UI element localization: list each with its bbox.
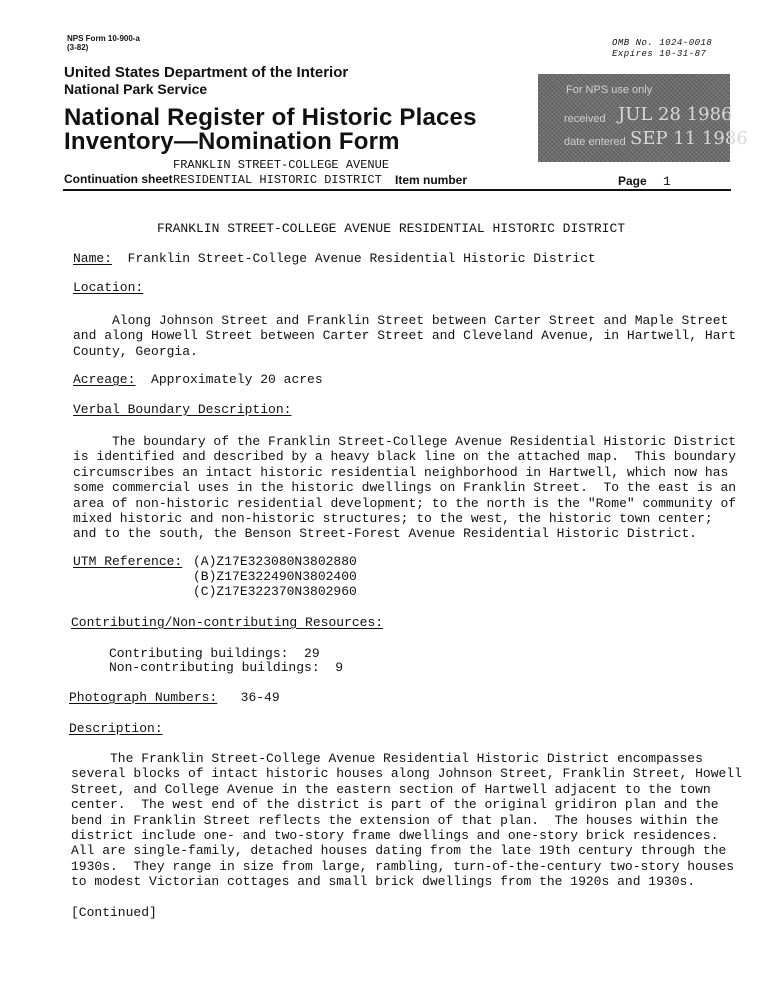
name-row [73, 251, 596, 266]
photo-label: Photograph Numbers: [69, 690, 218, 705]
district-line1: FRANKLIN STREET-COLLEGE AVENUE [173, 158, 390, 172]
boundary-text: The boundary of the Franklin Street-College Avenue Residential Historic District is identified and described by a heavy black line on the attached map. This boundary circumscribes an intact historic residential neighborhood in Hartwell, which now has some commercial uses in the historic dwellings on Franklin Street. To the east is an area of non-historic residential development; to the north is the "Rome" community of mixed historic and non-historic structures; to the west, the historic town center; and to the south, the Benson Street-Forest Avenue Residential Historic District. [73, 434, 737, 542]
utm-row-b [193, 569, 357, 584]
form-date: (3-82) [67, 43, 89, 52]
acreage-row [73, 372, 323, 387]
utm-row-a [193, 554, 357, 569]
form-number: NPS Form 10-900-a [67, 34, 140, 43]
utm-easting: E322490 [239, 569, 295, 584]
nps-received-stamp [538, 74, 748, 162]
name-value: Franklin Street-College Avenue Residential Historic District [127, 251, 596, 266]
utm-zone: Z17 [216, 554, 240, 569]
omb-expires: Expires 10-31-87 [612, 49, 707, 59]
utm-row-c [193, 584, 357, 599]
noncontributing-label: Non-contributing buildings: [109, 660, 320, 675]
photo-row [69, 690, 280, 705]
location-label: Location: [73, 280, 144, 295]
header-rule [63, 189, 731, 191]
continued-note: [Continued] [71, 905, 157, 920]
photo-value: 36-49 [240, 690, 280, 705]
location-text: Along Johnson Street and Franklin Street between Carter Street and Maple Street and along Howell Street between Carter Street and Cleveland Avenue, in Hartwell, Hart County, Georgia. [73, 313, 737, 359]
utm-letter: (C) [193, 584, 217, 599]
utm-label: UTM Reference: [73, 554, 183, 569]
continuation-sheet-label: Continuation sheet [64, 172, 173, 186]
acreage-value: Approximately 20 acres [151, 372, 323, 387]
department-name: United States Department of the Interior [64, 64, 349, 81]
form-title-line1: National Register of Historic Places [64, 104, 477, 131]
acreage-label: Acreage: [73, 372, 136, 387]
utm-easting: E322370 [239, 584, 295, 599]
item-number-label: Item number [395, 173, 468, 187]
service-name: National Park Service [64, 81, 208, 97]
district-line2: RESIDENTIAL HISTORIC DISTRICT [173, 173, 382, 187]
document-heading: FRANKLIN STREET-COLLEGE AVENUE RESIDENTIAL HISTORIC DISTRICT [157, 221, 626, 236]
utm-northing: N3802960 [294, 584, 357, 599]
name-label: Name: [73, 251, 113, 266]
utm-easting: E323080 [239, 554, 295, 569]
form-title-line2: Inventory—Nomination Form [64, 128, 400, 155]
utm-zone: Z17 [216, 584, 240, 599]
contributing-value: 29 [304, 646, 320, 661]
stamp-nps-use: For NPS use only [566, 84, 653, 96]
utm-letter: (B) [193, 569, 217, 584]
description-text: The Franklin Street-College Avenue Residential Historic District encompasses several blocks of intact historic houses along Johnson Street, Franklin Street, Howell Street, and College Avenue in the eastern section of Hartwell adjacent to the town center. The west end of the district is part of the original gridiron plan and the bend in Franklin Street reflects the extension of that plan. The houses within the district include one- and two-story frame dwellings and one-story brick residences. All are single-family, detached houses dating from the late 19th century through the 1930s. They range in size from large, rambling, turn-of-the-century two-story houses to modest Victorian cottages and small brick dwellings from the 1920s and 1930s. [71, 751, 742, 890]
page-number: 1 [663, 174, 671, 189]
stamp-date-entered-label: date entered [564, 136, 626, 148]
page-label: Page [618, 174, 647, 188]
stamp-received-date: JUL 28 1986 [618, 104, 733, 125]
noncontributing-value: 9 [335, 660, 344, 675]
description-label: Description: [69, 721, 163, 736]
noncontributing-row [109, 660, 343, 675]
utm-letter: (A) [193, 554, 217, 569]
contributing-label: Contributing buildings: [109, 646, 289, 661]
resources-label: Contributing/Non-contributing Resources: [71, 615, 384, 630]
omb-number: OMB No. 1024-0018 [612, 38, 713, 48]
boundary-label: Verbal Boundary Description: [73, 402, 292, 417]
stamp-date-entered: SEP 11 1986 [630, 128, 748, 149]
stamp-received-label: received [564, 113, 606, 125]
utm-northing: N3802880 [294, 554, 357, 569]
utm-zone: Z17 [216, 569, 240, 584]
utm-northing: N3802400 [294, 569, 357, 584]
